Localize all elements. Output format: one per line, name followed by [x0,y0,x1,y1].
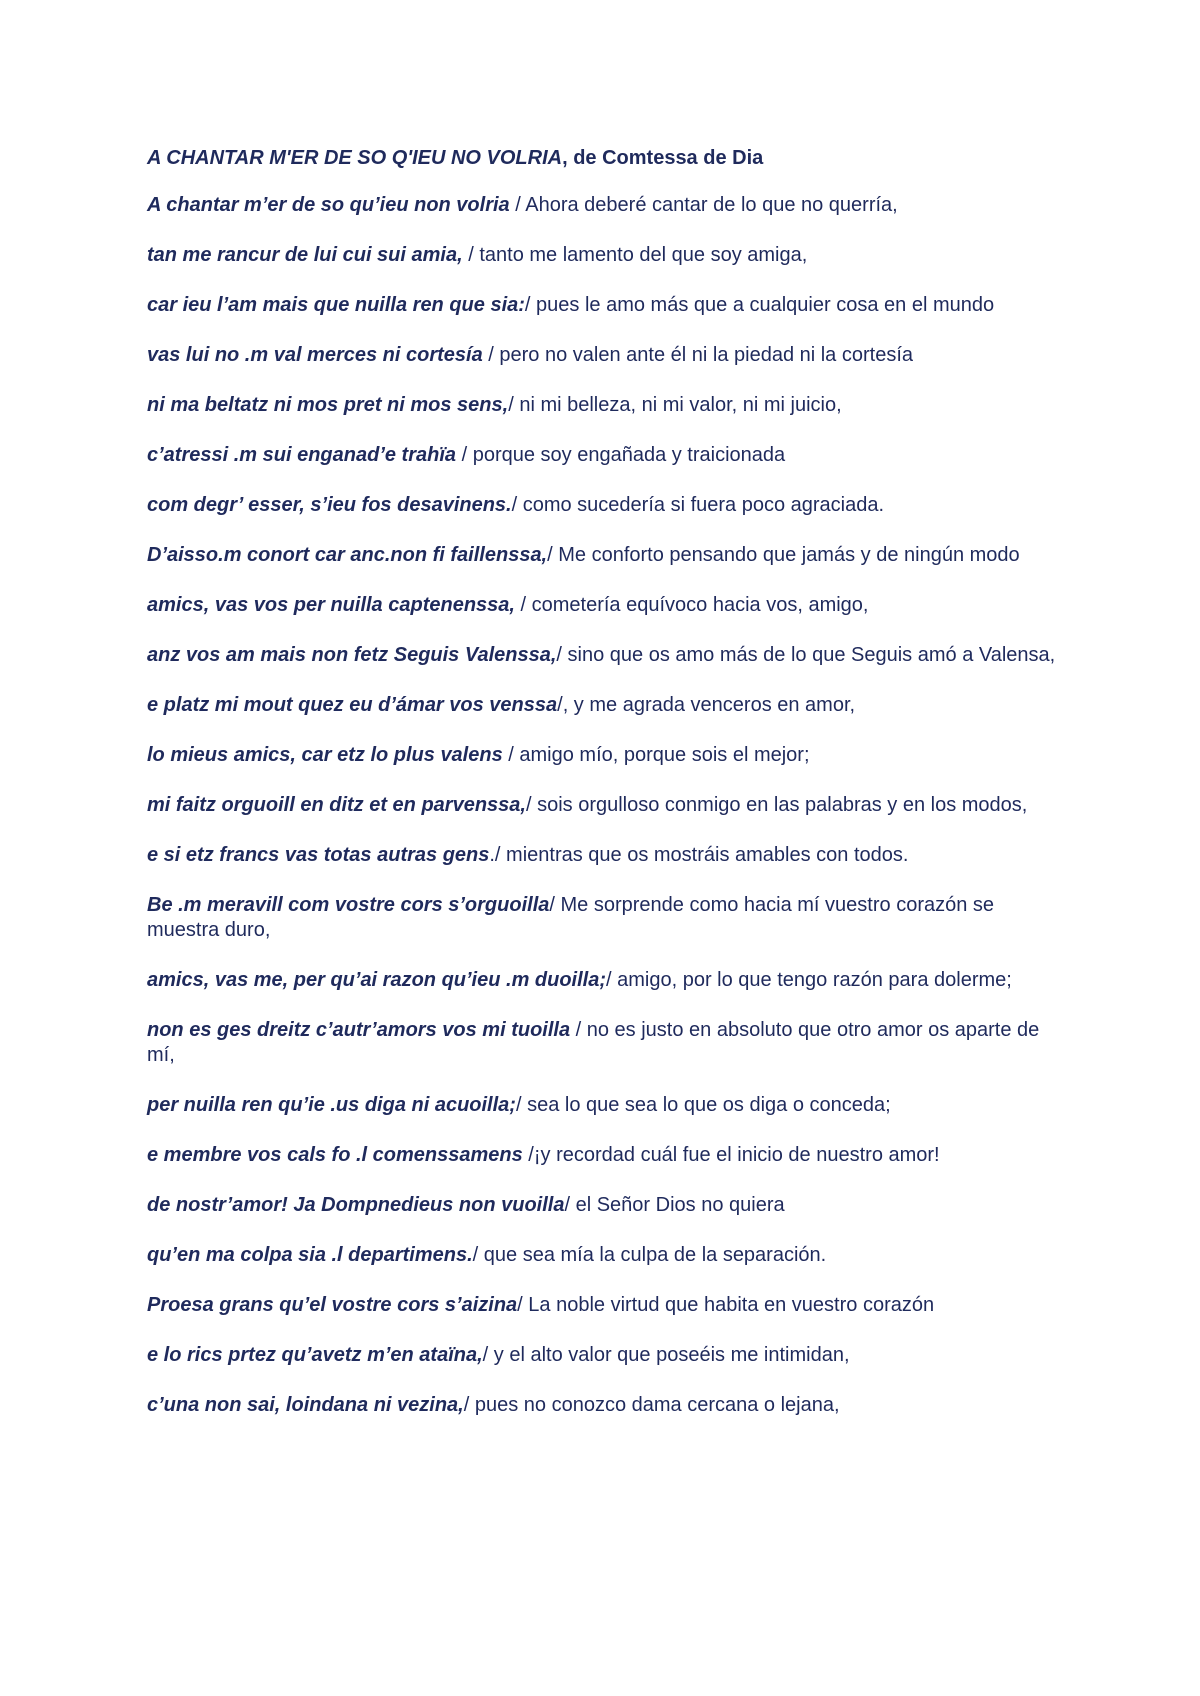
verse-translation: / no es justo en absoluto que otro amor os aparte de mí, [147,1019,1040,1066]
verse-line [147,1243,1067,1268]
verse-line [147,1343,1067,1368]
verse-line [147,843,1067,868]
verse-original: tan me rancur de lui cui sui amia, [147,244,469,266]
verse-translation: / amigo mío, porque sois el mejor; [508,744,810,766]
verse-original: de nostr’amor! Ja Dompnedieus non vuoilla [147,1194,565,1216]
verse-original: e platz mi mout quez eu d’ámar vos venssa [147,694,558,716]
poem-title [147,146,1067,171]
verse-translation: / sea lo que sea lo que os diga o conceda; [515,1094,891,1116]
verse-original: qu’en ma colpa sia .l departimens. [147,1244,473,1266]
verse-line [147,543,1067,568]
verse-translation: / sino que os amo más de lo que Seguis amó a Valensa, [556,644,1056,666]
verse-line [147,1393,1067,1418]
verse-translation: / La noble virtud que habita en vuestro corazón [517,1294,935,1316]
verse-line [147,343,1067,368]
poem-title-main: A CHANTAR M'ER DE SO Q'IEU NO VOLRIA [147,147,563,169]
verse-translation: / que sea mía la culpa de la separación. [472,1244,827,1266]
verse-original: lo mieus amics, car etz lo plus valens [147,744,509,766]
verse-line [147,793,1067,818]
verse-line [147,1293,1067,1318]
verse-translation: / sois orgulloso conmigo en las palabras y en los modos, [525,794,1028,816]
verse-line [147,243,1067,268]
verse-line [147,1018,1067,1068]
verse-line [147,968,1067,993]
verse-original: com degr’ esser, s’ieu fos desavinens. [147,494,512,516]
verse-original: e membre vos cals fo .l comenssamens [147,1144,529,1166]
verse-translation: /, y me agrada venceros en amor, [557,694,856,716]
verse-original: per nuilla ren qu’ie .us diga ni acuoilla; [147,1094,516,1116]
verse-translation: / cometería equívoco hacia vos, amigo, [520,594,869,616]
verse-translation: / Me sorprende como hacia mí vuestro corazón se muestra duro, [147,894,995,941]
verse-original: e si etz francs vas totas autras gens [147,844,490,866]
verse-line [147,393,1067,418]
verse-line [147,693,1067,718]
verse-translation: / pues no conozco dama cercana o lejana, [463,1394,840,1416]
verse-original: c’una non sai, loindana ni vezina, [147,1394,464,1416]
verse-line [147,293,1067,318]
verse-translation: / ni mi belleza, ni mi valor, ni mi juicio, [508,394,842,416]
verse-original: amics, vas me, per qu’ai razon qu’ieu .m duoilla; [147,969,607,991]
verse-translation: / Ahora deberé cantar de lo que no querría, [515,194,898,216]
verse-translation: / y el alto valor que poseéis me intimidan, [482,1344,850,1366]
verse-line [147,643,1067,668]
verse-line [147,1093,1067,1118]
verse-translation: / el Señor Dios no quiera [564,1194,785,1216]
verse-translation: / Me conforto pensando que jamás y de ningún modo [547,544,1020,566]
verse-translation: / amigo, por lo que tengo razón para dolerme; [606,969,1012,991]
verse-original: c’atressi .m sui enganad’e trahïa [147,444,462,466]
verse-line [147,1193,1067,1218]
verse-line [147,193,1067,218]
verse-original: car ieu l’am mais que nuilla ren que sia: [147,294,525,316]
verse-list [147,193,1067,1418]
verse-original: vas lui no .m val merces ni cortesía [147,344,489,366]
verse-line [147,893,1067,943]
verse-line [147,443,1067,468]
verse-translation: / pues le amo más que a cualquier cosa en el mundo [524,294,995,316]
verse-original: Be .m meravill com vostre cors s’orguoilla [147,894,550,916]
verse-translation: ./ mientras que os mostráis amables con todos. [489,844,909,866]
verse-translation: / pero no valen ante él ni la piedad ni la cortesía [488,344,914,366]
verse-original: ni ma beltatz ni mos pret ni mos sens, [147,394,509,416]
verse-original: e lo rics prtez qu’avetz m’en ataïna, [147,1344,483,1366]
verse-original: D’aisso.m conort car anc.non fi faillenssa, [147,544,548,566]
poem-title-author: , de Comtessa de Dia [562,147,764,169]
verse-line [147,593,1067,618]
verse-original: Proesa grans qu’el vostre cors s’aizina [147,1294,518,1316]
verse-original: amics, vas vos per nuilla captenenssa, [147,594,521,616]
verse-translation: /¡y recordad cuál fue el inicio de nuestro amor! [528,1144,940,1166]
verse-original: A chantar m’er de so qu’ieu non volria [147,194,516,216]
verse-line [147,493,1067,518]
document-content [147,146,1067,1443]
verse-original: anz vos am mais non fetz Seguis Valenssa, [147,644,557,666]
verse-line [147,1143,1067,1168]
verse-translation: / porque soy engañada y traicionada [461,444,786,466]
verse-original: mi faitz orguoill en ditz et en parvenssa, [147,794,526,816]
verse-translation: / tanto me lamento del que soy amiga, [468,244,808,266]
verse-line [147,743,1067,768]
verse-translation: / como sucedería si fuera poco agraciada. [511,494,885,516]
verse-original: non es ges dreitz c’autr’amors vos mi tuoilla [147,1019,576,1041]
